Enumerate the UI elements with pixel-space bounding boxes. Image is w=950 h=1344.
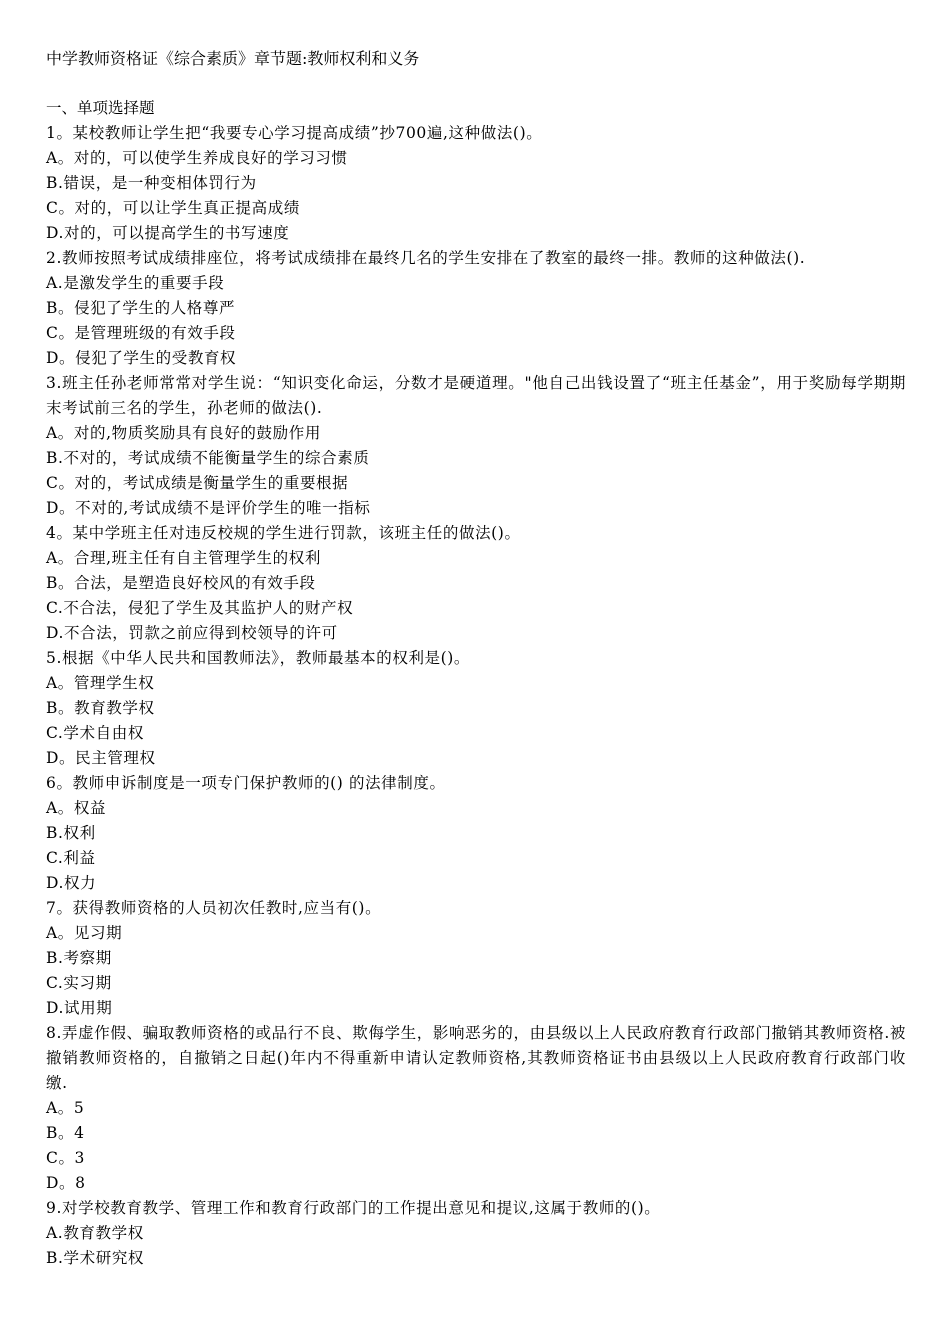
question-stem: 2.教师按照考试成绩排座位，将考试成绩排在最终几名的学生安排在了教室的最终一排。教师的这种做法(). [46, 249, 806, 267]
option-c: C。对的，可以让学生真正提高成绩 [46, 199, 300, 217]
option-d: D。民主管理权 [46, 749, 156, 767]
option-b: B。4 [46, 1124, 85, 1142]
option-c: C.学术自由权 [46, 724, 144, 742]
option-a: A。5 [46, 1099, 85, 1117]
option-b: B。侵犯了学生的人格尊严 [46, 299, 236, 317]
option-a: A。合理,班主任有自主管理学生的权利 [46, 549, 321, 567]
question-stem: 9.对学校教育教学、管理工作和教育行政部门的工作提出意见和提议,这属于教师的()。 [46, 1199, 661, 1217]
question-5 [46, 646, 906, 771]
question-stem: 1。某校教师让学生把“我要专心学习提高成绩”抄700遍,这种做法()。 [46, 124, 543, 142]
option-d: D.试用期 [46, 999, 113, 1017]
question-6 [46, 771, 906, 896]
option-a: A。对的,物质奖励具有良好的鼓励作用 [46, 424, 321, 442]
option-a: A.教育教学权 [46, 1224, 144, 1242]
question-3 [46, 371, 906, 521]
option-b: B。教育教学权 [46, 699, 155, 717]
option-d: D.对的，可以提高学生的书写速度 [46, 224, 290, 242]
question-stem: 6。教师申诉制度是一项专门保护教师的() 的法律制度。 [46, 774, 446, 792]
option-b: B.不对的，考试成绩不能衡量学生的综合素质 [46, 449, 370, 467]
option-c: C。3 [46, 1149, 86, 1167]
question-stem: 3.班主任孙老师常常对学生说：“知识变化命运，分数才是硬道理。"他自己出钱设置了“班主任基金”，用于奖励每学期期末考试前三名的学生，孙老师的做法(). [46, 374, 906, 417]
option-c: C.不合法，侵犯了学生及其监护人的财产权 [46, 599, 354, 617]
question-1 [46, 121, 906, 246]
option-d: D.不合法，罚款之前应得到校领导的许可 [46, 624, 338, 642]
option-b: B.错误，是一种变相体罚行为 [46, 174, 257, 192]
question-9 [46, 1196, 906, 1271]
option-d: D。侵犯了学生的受教育权 [46, 349, 237, 367]
option-b: B.考察期 [46, 949, 112, 967]
option-d: D。不对的,考试成绩不是评价学生的唯一指标 [46, 499, 371, 517]
option-b: B.学术研究权 [46, 1249, 145, 1267]
option-a: A.是激发学生的重要手段 [46, 274, 225, 292]
option-b: B.权利 [46, 824, 96, 842]
section-title: 一、单项选择题 [46, 99, 155, 117]
option-c: C。对的，考试成绩是衡量学生的重要根据 [46, 474, 349, 492]
question-2 [46, 246, 906, 371]
document-title: 中学教师资格证《综合素质》章节题:教师权利和义务 [46, 49, 420, 68]
question-stem: 7。获得教师资格的人员初次任教时,应当有()。 [46, 899, 382, 917]
option-d: D.权力 [46, 874, 97, 892]
option-c: C.实习期 [46, 974, 112, 992]
option-a: A。权益 [46, 799, 107, 817]
question-4 [46, 521, 906, 646]
question-stem: 4。某中学班主任对违反校规的学生进行罚款，该班主任的做法()。 [46, 524, 521, 542]
option-d: D。8 [46, 1174, 86, 1192]
question-7 [46, 896, 906, 1021]
question-stem: 8.弄虚作假、骗取教师资格的或品行不良、欺侮学生，影响恶劣的，由县级以上人民政府教育行政部门撤销其教师资格.被撤销教师资格的，自撤销之日起()年内不得重新申请认定教师资格,其教师资格证书由县级以上人民政府教育行政部门收缴. [46, 1024, 906, 1092]
option-c: C。是管理班级的有效手段 [46, 324, 236, 342]
option-c: C.利益 [46, 849, 96, 867]
option-a: A。对的，可以使学生养成良好的学习习惯 [46, 149, 348, 167]
option-a: A。见习期 [46, 924, 123, 942]
question-8 [46, 1021, 906, 1196]
document-page [46, 46, 906, 1271]
option-a: A。管理学生权 [46, 674, 155, 692]
question-stem: 5.根据《中华人民共和国教师法》，教师最基本的权利是()。 [46, 649, 471, 667]
option-b: B。合法，是塑造良好校风的有效手段 [46, 574, 316, 592]
